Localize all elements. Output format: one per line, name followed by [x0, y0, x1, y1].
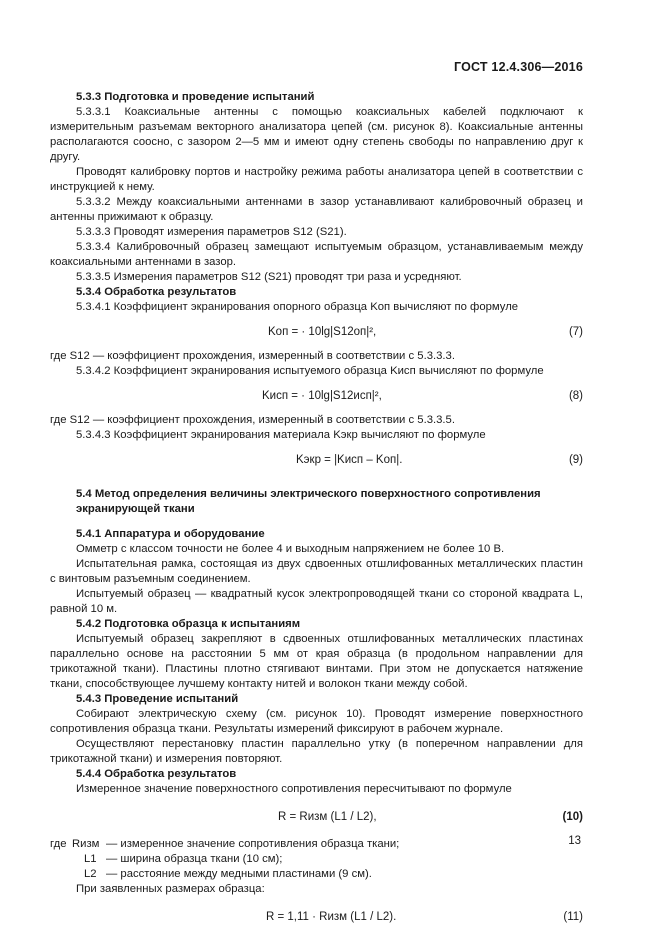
formula-10-expression: R = Rизм (L1 / L2), — [278, 811, 377, 823]
formula-8 — [50, 383, 583, 409]
legend-symbol: L2 — [84, 868, 97, 880]
standard-header: ГОСТ 12.4.306—2016 — [453, 60, 583, 74]
para-5-3-3-1: 5.3.3.1 Коаксиальные антенны с помощью коаксиальных кабелей подключают к измерительным разъемам векторного анализатора цепей (см. рисунок 8). Коаксиальные антенны располагаются соосно, с зазором 2—5 мм и имеют одну степень свободы по направлению друг к другу. — [50, 106, 583, 163]
para-5-3-4-2: 5.3.4.2 Коэффициент экранирования испытуемого образца Kисп вычисляют по формуле — [76, 365, 544, 377]
legend-row — [50, 837, 583, 852]
para-recalculate: Измеренное значение поверхностного сопротивления пересчитывают по формуле — [76, 783, 512, 795]
formula-11 — [50, 901, 583, 933]
formula-9-expression: Kэкр = |Kисп – Kоп|. — [296, 454, 403, 466]
page-content — [50, 90, 583, 937]
para-ohmmeter: Омметр с классом точности не более 4 и выходным напряжением не более 10 В. — [76, 543, 505, 555]
section-5-3-3-title: 5.3.3 Подготовка и проведение испытаний — [76, 91, 315, 103]
section-5-3-4-title: 5.3.4 Обработка результатов — [76, 286, 237, 298]
legend-lead: где — [50, 838, 67, 850]
formula-7-expression: Kоп = · 10lg|S12оп|², — [268, 326, 377, 338]
formula-11-expression: R = 1,11 · Rизм (L1 / L2). — [266, 911, 397, 923]
page-number: 13 — [568, 835, 581, 847]
para-5-3-3-3: 5.3.3.3 Проводят измерения параметров S12 (S21). — [76, 226, 347, 238]
where-8: где S12 — коэффициент прохождения, измеренный в соответствии с 5.3.3.5. — [50, 414, 455, 426]
para-declared-sizes: При заявленных размерах образца: — [76, 883, 265, 895]
legend-symbol: L1 — [84, 853, 97, 865]
section-5-4-2-title: 5.4.2 Подготовка образца к испытаниям — [76, 618, 301, 630]
legend-row — [50, 852, 583, 867]
formula-9 — [50, 447, 583, 473]
legend-symbol: Rизм — [72, 838, 100, 850]
legend-text: — ширина образца ткани (10 см); — [106, 853, 283, 865]
para-sample-fixing: Испытуемый образец закрепляют в сдвоенных отшлифованных металлических пластинах параллельно основе на расстоянии 5 мм от края образца (в продольном направлении для трикотажной ткани). Пластины плотно стягивают винтами. При этом не допускается натяжение ткани, способствующее лучшему контакту нитей и волокон ткани между собой. — [50, 633, 583, 690]
formula-8-expression: Kисп = · 10lg|S12исп|², — [262, 390, 382, 402]
para-assemble-circuit: Собирают электрическую схему (см. рисунок 10). Проводят измерение поверхностного сопротивления образца ткани. Результаты измерений фиксируют в рабочем журнале. — [50, 708, 583, 735]
para-5-3-3-4: 5.3.3.4 Калибровочный образец замещают испытуемым образцом, устанавливаемым между коаксиальными антеннами в зазор. — [50, 241, 583, 268]
formula-7-number: (7) — [568, 326, 583, 338]
where-7: где S12 — коэффициент прохождения, измеренный в соответствии с 5.3.3.3. — [50, 350, 455, 362]
formula-9-number: (9) — [568, 454, 583, 466]
formula-8-number: (8) — [568, 390, 583, 402]
para-calibration: Проводят калибровку портов и настройку режима работы анализатора цепей в соответствии с инструкцией к нему. — [50, 166, 583, 193]
formula-10 — [50, 801, 583, 833]
legend-text: — расстояние между медными пластинами (9 см). — [106, 868, 372, 880]
para-test-frame: Испытательная рамка, состоящая из двух сдвоенных отшлифованных металлических пластин с винтовым разъемным соединением. — [50, 558, 583, 585]
para-5-3-4-3: 5.3.4.3 Коэффициент экранирования материала Kэкр вычисляют по формуле — [76, 429, 486, 441]
formula-11-number: (11) — [563, 911, 583, 923]
para-rearrange-plates: Осуществляют перестановку пластин параллельно утку (в поперечном направлении для трикотажной ткани) и измерения повторяют. — [50, 738, 583, 765]
section-5-4-4-title: 5.4.4 Обработка результатов — [76, 768, 237, 780]
formula-7 — [50, 319, 583, 345]
section-5-4-1-title: 5.4.1 Аппаратура и оборудование — [76, 528, 265, 540]
para-5-3-3-2: 5.3.3.2 Между коаксиальными антеннами в зазор устанавливают калибровочный образец и антенны прижимают к образцу. — [50, 196, 583, 223]
para-test-sample: Испытуемый образец — квадратный кусок электропроводящей ткани со стороной квадрата L, равной 10 м. — [50, 588, 583, 615]
para-5-3-4-1: 5.3.4.1 Коэффициент экранирования опорного образца Kоп вычисляют по формуле — [76, 301, 519, 313]
formula-10-number: (10) — [562, 811, 583, 823]
section-5-4-title-line-1: 5.4 Метод определения величины электрического поверхностного сопротивления — [76, 488, 541, 500]
section-5-4-title-line-2: экранирующей ткани — [76, 503, 195, 515]
para-5-3-3-5: 5.3.3.5 Измерения параметров S12 (S21) проводят три раза и усредняют. — [76, 271, 462, 283]
section-5-4-3-title: 5.4.3 Проведение испытаний — [76, 693, 239, 705]
legend-text: — измеренное значение сопротивления образца ткани; — [106, 838, 400, 850]
legend-row — [50, 867, 583, 882]
